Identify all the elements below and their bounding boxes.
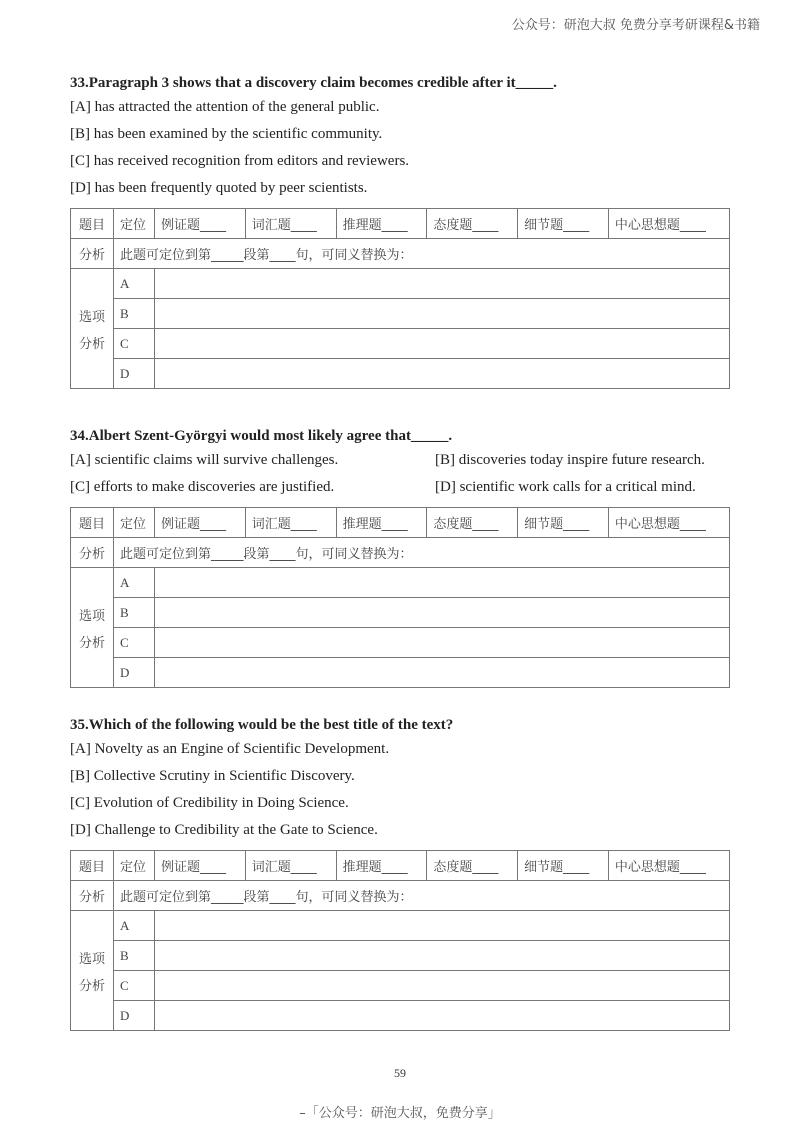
option-c: [C] efforts to make discoveries are justified. bbox=[70, 479, 335, 495]
type-main-idea: 中心思想题____ bbox=[608, 508, 729, 538]
letter-a: A bbox=[114, 568, 155, 598]
option-d: [D] Challenge to Credibility at the Gate to Science. bbox=[70, 822, 378, 838]
letter-d: D bbox=[114, 359, 155, 389]
page-header: 公众号：研泡大叔 免费分享考研课程&书籍 bbox=[511, 18, 760, 33]
question-title: 35.Which of the following would be the best title of the text? bbox=[70, 717, 454, 733]
page-footer: –「公众号：研泡大叔，免费分享」 bbox=[299, 1106, 501, 1121]
option-a: [A] scientific claims will survive challenges. bbox=[70, 452, 339, 468]
locate-text: 此题可定位到第_____段第____句，可同义替换为： bbox=[114, 881, 730, 911]
answer-cell-a[interactable] bbox=[155, 269, 730, 299]
analysis-table bbox=[70, 850, 730, 1031]
answer-cell-b[interactable] bbox=[155, 299, 730, 329]
letter-b: B bbox=[114, 941, 155, 971]
letter-a: A bbox=[114, 269, 155, 299]
letter-d: D bbox=[114, 1001, 155, 1031]
page-number: 59 bbox=[394, 1066, 406, 1080]
option-c: [C] Evolution of Credibility in Doing Science. bbox=[70, 795, 349, 811]
type-inference: 推理题____ bbox=[336, 209, 427, 239]
answer-cell-a[interactable] bbox=[155, 568, 730, 598]
letter-b: B bbox=[114, 299, 155, 329]
option-b: [B] discoveries today inspire future research. bbox=[435, 452, 705, 468]
type-vocab: 词汇题____ bbox=[245, 508, 336, 538]
answer-cell-d[interactable] bbox=[155, 658, 730, 688]
type-inference: 推理题____ bbox=[336, 851, 427, 881]
answer-cell-d[interactable] bbox=[155, 1001, 730, 1031]
type-attitude: 态度题____ bbox=[427, 851, 518, 881]
type-example: 例证题____ bbox=[155, 209, 246, 239]
option-analysis-label bbox=[71, 568, 114, 688]
label-bottom: 分析 bbox=[71, 881, 114, 911]
question-34 bbox=[70, 425, 730, 688]
type-attitude: 态度题____ bbox=[427, 508, 518, 538]
type-main-idea: 中心思想题____ bbox=[608, 209, 729, 239]
type-vocab: 词汇题____ bbox=[245, 851, 336, 881]
type-example: 例证题____ bbox=[155, 851, 246, 881]
analysis-table bbox=[70, 208, 730, 389]
letter-d: D bbox=[114, 658, 155, 688]
letter-c: C bbox=[114, 628, 155, 658]
letter-b: B bbox=[114, 598, 155, 628]
letter-a: A bbox=[114, 911, 155, 941]
option-analysis-label bbox=[71, 269, 114, 389]
label-bottom: 分析 bbox=[71, 239, 114, 269]
answer-cell-c[interactable] bbox=[155, 329, 730, 359]
label-top: 题目 bbox=[71, 851, 114, 881]
locate-text: 此题可定位到第_____段第____句，可同义替换为： bbox=[114, 538, 730, 568]
type-detail: 细节题____ bbox=[518, 851, 609, 881]
letter-c: C bbox=[114, 971, 155, 1001]
type-attitude: 态度题____ bbox=[427, 209, 518, 239]
option-a: [A] Novelty as an Engine of Scientific Development. bbox=[70, 741, 390, 757]
type-locate: 定位 bbox=[114, 508, 155, 538]
option-label-bottom: 分析 bbox=[78, 978, 105, 994]
letter-c: C bbox=[114, 329, 155, 359]
option-d: [D] scientific work calls for a critical mind. bbox=[435, 479, 696, 495]
answer-cell-d[interactable] bbox=[155, 359, 730, 389]
type-main-idea: 中心思想题____ bbox=[608, 851, 729, 881]
answer-cell-b[interactable] bbox=[155, 598, 730, 628]
question-33 bbox=[70, 72, 730, 389]
type-example: 例证题____ bbox=[155, 508, 246, 538]
option-label-top: 选项 bbox=[78, 951, 105, 967]
option-b: [B] Collective Scrutiny in Scientific Discovery. bbox=[70, 768, 355, 784]
question-title: 33.Paragraph 3 shows that a discovery claim becomes credible after it_____. bbox=[70, 75, 557, 91]
option-analysis-label bbox=[71, 911, 114, 1031]
label-top: 题目 bbox=[71, 209, 114, 239]
locate-text: 此题可定位到第_____段第____句，可同义替换为： bbox=[114, 239, 730, 269]
question-title: 34.Albert Szent-Györgyi would most likely agree that_____. bbox=[70, 428, 453, 444]
label-top: 题目 bbox=[71, 508, 114, 538]
option-label-top: 选项 bbox=[78, 608, 105, 624]
label-bottom: 分析 bbox=[71, 538, 114, 568]
option-label-bottom: 分析 bbox=[78, 635, 105, 651]
option-row bbox=[70, 447, 730, 474]
option-label-top: 选项 bbox=[78, 309, 105, 325]
type-locate: 定位 bbox=[114, 851, 155, 881]
option-label-bottom: 分析 bbox=[78, 336, 105, 352]
type-detail: 细节题____ bbox=[518, 209, 609, 239]
answer-cell-c[interactable] bbox=[155, 971, 730, 1001]
option-b: [B] has been examined by the scientific community. bbox=[70, 126, 383, 142]
type-inference: 推理题____ bbox=[336, 508, 427, 538]
type-vocab: 词汇题____ bbox=[245, 209, 336, 239]
option-c: [C] has received recognition from editors and reviewers. bbox=[70, 153, 410, 169]
option-d: [D] has been frequently quoted by peer scientists. bbox=[70, 180, 368, 196]
type-locate: 定位 bbox=[114, 209, 155, 239]
option-a: [A] has attracted the attention of the general public. bbox=[70, 99, 380, 115]
answer-cell-b[interactable] bbox=[155, 941, 730, 971]
type-detail: 细节题____ bbox=[518, 508, 609, 538]
analysis-table bbox=[70, 507, 730, 688]
answer-cell-a[interactable] bbox=[155, 911, 730, 941]
answer-cell-c[interactable] bbox=[155, 628, 730, 658]
option-row bbox=[70, 474, 730, 501]
question-35 bbox=[70, 714, 730, 1031]
